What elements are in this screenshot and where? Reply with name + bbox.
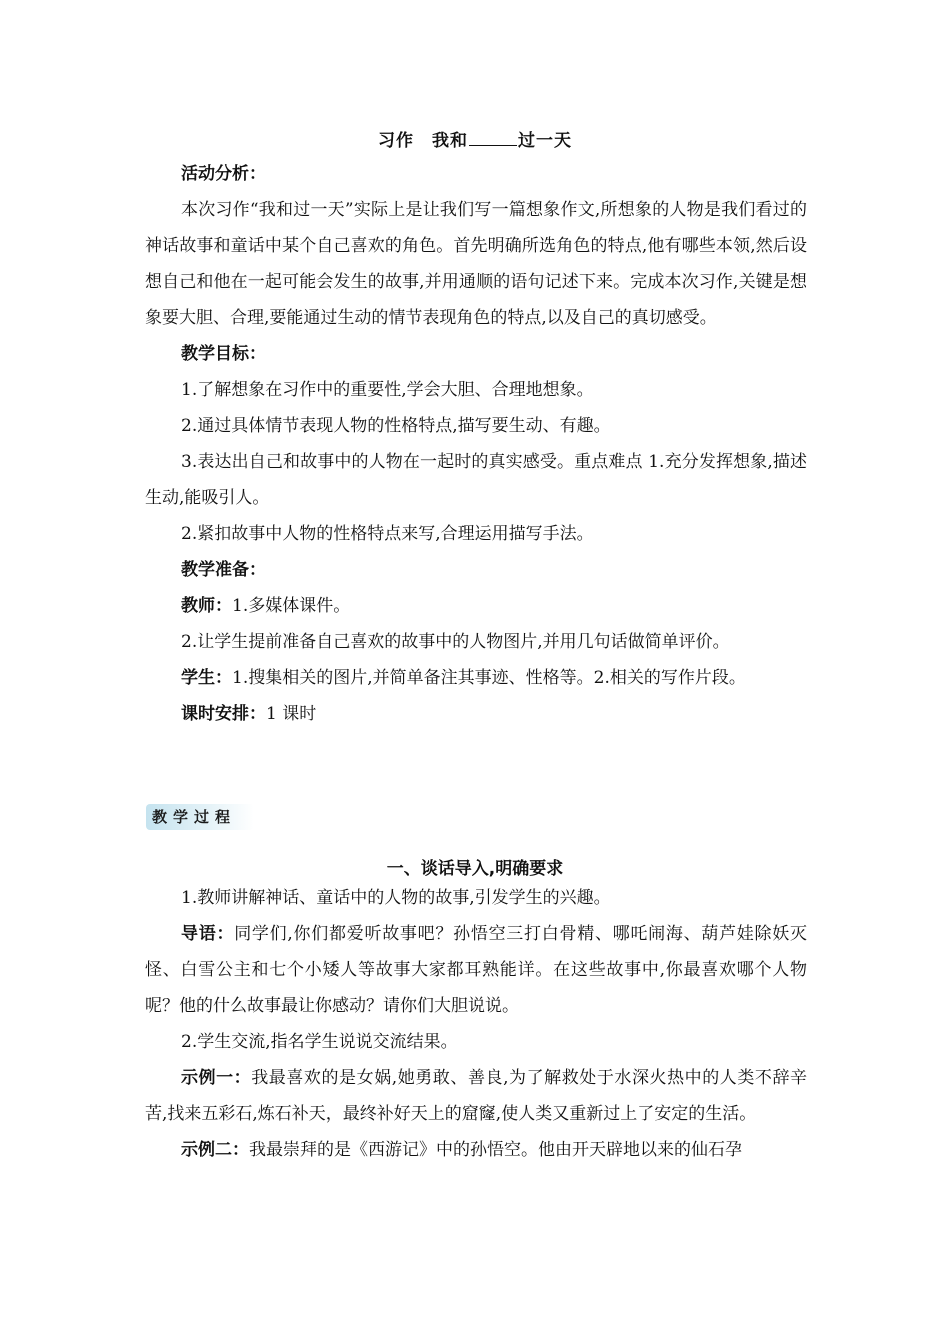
goal-item-2: 2.通过具体情节表现人物的性格特点,描写要生动、有趣。 bbox=[181, 416, 611, 436]
section-1-title: 一、谈话导入,明确要求 bbox=[386, 859, 564, 879]
example-2 bbox=[145, 1132, 807, 1168]
intro-label: 导语： bbox=[181, 924, 235, 944]
badge-label: 教学过程 bbox=[152, 808, 237, 826]
goal-item-1: 1.了解想象在习作中的重要性,学会大胆、合理地想象。 bbox=[181, 380, 594, 400]
analysis-paragraph: 本次习作“我和过一天”实际上是让我们写一篇想象作文,所想象的人物是我们看过的神话故事和童话中某个自己喜欢的角色。首先明确所选角色的特点,他有哪些本领,然后设想自己和他在一起可能会发生的故事,并用通顺的语句记述下来。完成本次习作,关键是想象要大胆、合理,要能通过生动的情节表现角色的特点,以及自己的真切感受。 bbox=[145, 200, 807, 328]
prep-time bbox=[145, 696, 807, 732]
prep-heading: 教学准备： bbox=[181, 560, 266, 580]
example-2-text: 我最崇拜的是《西游记》中的孙悟空。他由开天辟地以来的仙石孕 bbox=[249, 1140, 742, 1160]
section-1-item-1: 1.教师讲解神话、童话中的人物的故事,引发学生的兴趣。 bbox=[181, 888, 611, 908]
teaching-process-badge bbox=[146, 802, 256, 832]
prep-time-text: 1 课时 bbox=[266, 704, 317, 724]
upper-text-block bbox=[145, 156, 807, 732]
prep-teacher-text: 1.多媒体课件。 bbox=[232, 596, 351, 616]
example-1-label: 示例一： bbox=[181, 1068, 252, 1088]
prep-student-text: 1.搜集相关的图片,并简单备注其事迹、性格等。2.相关的写作片段。 bbox=[232, 668, 746, 688]
title-part-3: 过一天 bbox=[518, 131, 572, 151]
title-part-2: 我和 bbox=[432, 131, 468, 151]
intro-text: 同学们,你们都爱听故事吧？孙悟空三打白骨精、哪吒闹海、葫芦娃除妖灭怪、白雪公主和七个小矮人等故事大家都耳熟能详。在这些故事中,你最喜欢哪个人物呢？他的什么故事最让你感动？请你们大胆说说。 bbox=[145, 924, 808, 1016]
title-blank-line bbox=[469, 131, 517, 146]
goals-heading: 教学目标： bbox=[181, 344, 266, 364]
prep-teacher-item-2: 2.让学生提前准备自己喜欢的故事中的人物图片,并用几句话做简单评价。 bbox=[181, 632, 730, 652]
prep-teacher bbox=[145, 588, 807, 624]
example-1 bbox=[145, 1060, 807, 1132]
lower-text-block bbox=[145, 880, 807, 1168]
example-1-text: 我最喜欢的是女娲,她勇敢、善良,为了解救处于水深火热中的人类不辞辛苦,找来五彩石,炼石补天，最终补好天上的窟窿,使人类又重新过上了安定的生活。 bbox=[145, 1068, 808, 1124]
intro-paragraph bbox=[145, 916, 807, 1024]
prep-teacher-label: 教师： bbox=[181, 596, 232, 616]
prep-time-label: 课时安排： bbox=[181, 704, 266, 724]
example-2-label: 示例二： bbox=[181, 1140, 249, 1160]
section-1-item-2: 2.学生交流,指名学生说说交流结果。 bbox=[181, 1032, 458, 1052]
page-title bbox=[0, 126, 950, 151]
goal-item-4: 2.紧扣故事中人物的性格特点来写,合理运用描写手法。 bbox=[181, 524, 594, 544]
title-part-1: 习作 bbox=[378, 131, 414, 151]
analysis-heading: 活动分析： bbox=[181, 164, 266, 184]
prep-student bbox=[145, 660, 807, 696]
prep-student-label: 学生： bbox=[181, 668, 232, 688]
goal-item-3: 3.表达出自己和故事中的人物在一起时的真实感受。重点难点 1.充分发挥想象,描述生动,能吸引人。 bbox=[145, 452, 807, 508]
